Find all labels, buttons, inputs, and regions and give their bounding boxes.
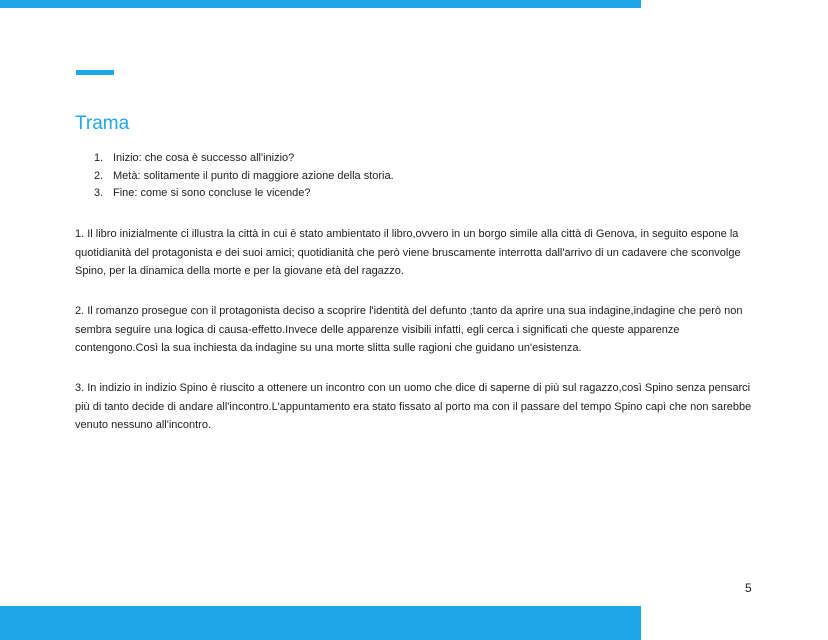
plot-outline-list — [94, 150, 394, 203]
outline-item-number: 1. — [94, 152, 104, 164]
title-accent-dash — [76, 70, 114, 75]
paragraph-end: 3. In indizio in indizio Spino è riuscito a ottenere un incontro con un uomo che dice di saperne di più sul ragazzo,così Spino senza pensarci più di tanto decide di andare all'incontro.L'appuntamento era stato fissato al porto ma con il passare del tempo Spino capì che non sarebbe venuto nessuno all'incontro. — [75, 382, 752, 431]
outline-item — [94, 168, 394, 186]
slide-title: Trama — [75, 113, 130, 134]
outline-item-text: Inizio: che cosa è successo all'inizio? — [113, 152, 295, 164]
paragraph-beginning: 1. Il libro inizialmente ci illustra la città in cui è stato ambientato il libro,ovvero in un borgo simile alla città di Genova, in seguito espone la quotidianità del protagonista e dei suoi amici; quotidianità che però viene bruscamente interrotta dall'arrivo di un cadavere che sconvolge Spino, per la dinamica della morte e per la giovane età del ragazzo. — [75, 228, 741, 277]
outline-item-text: Metà: solitamente il punto di maggiore azione della storia. — [113, 169, 394, 182]
outline-item-number: 2. — [94, 169, 104, 182]
page-number: 5 — [745, 581, 752, 595]
paragraph-middle: 2. Il romanzo prosegue con il protagonista deciso a scoprire l'identità del defunto ;tanto da aprire una sua indagine,indagine che però non sembra seguire una logica di causa-effetto.Invece delle apparenze visibili infatti, egli cerca i significati che queste apparenze contengono.Così la sua inchiesta da indagine su una morte slitta sulle ragioni che guidano un'esistenza. — [75, 305, 743, 354]
outline-item — [94, 185, 394, 203]
bottom-accent-bar — [0, 606, 641, 640]
top-accent-bar — [0, 0, 641, 8]
outline-item — [94, 150, 394, 168]
outline-item-text: Fine: come si sono concluse le vicende? — [113, 187, 311, 199]
outline-item-number: 3. — [94, 187, 104, 199]
